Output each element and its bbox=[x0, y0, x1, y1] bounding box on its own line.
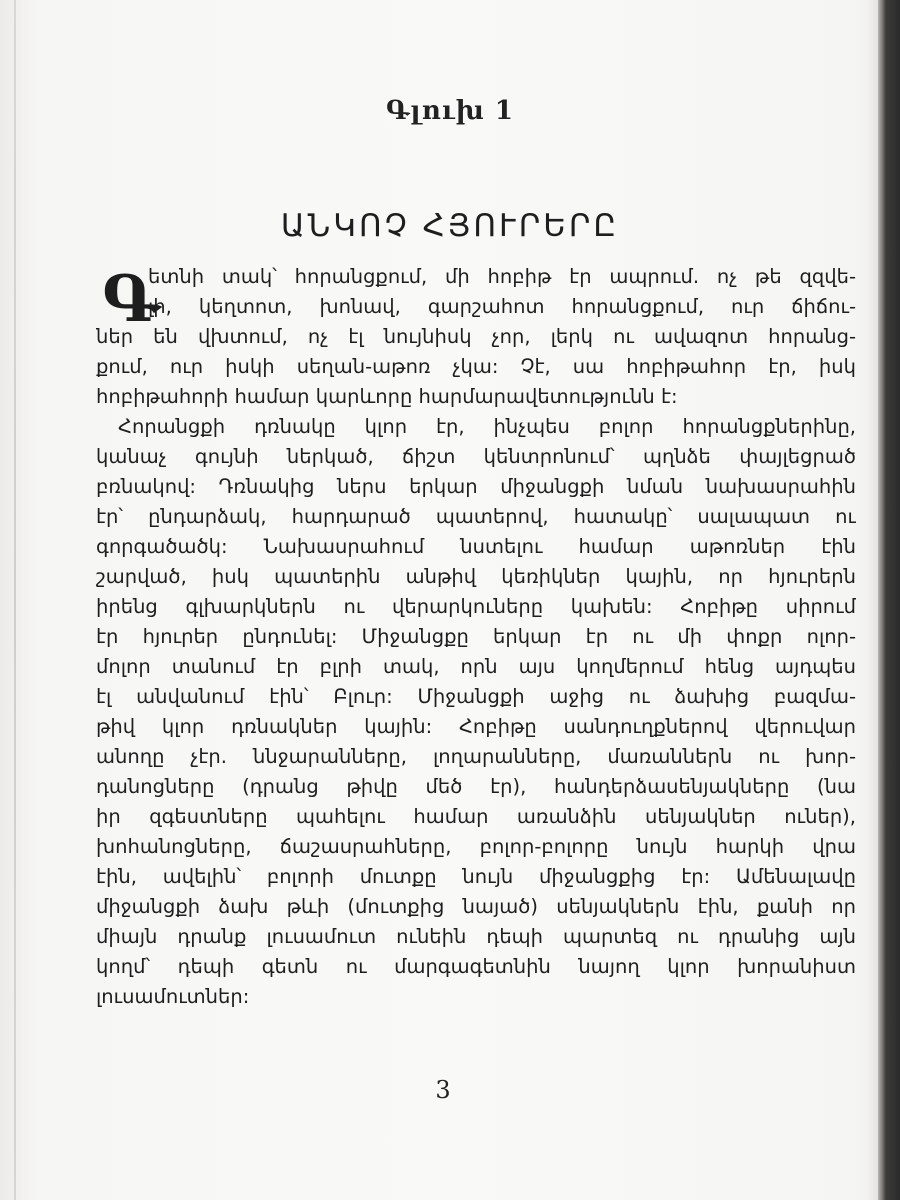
chapter-body bbox=[96, 262, 856, 1012]
text-line: լուսամուտներ: bbox=[96, 985, 250, 1008]
chapter-heading: Գլուխ 1 bbox=[385, 96, 514, 126]
text-line: շարված, իսկ պատերին անթիվ կեռիկներ կային, որ հյուրերն bbox=[96, 565, 856, 588]
text-line: իրենց գլխարկներն ու վերարկուները կախեն: Հոբիթը սիրում bbox=[96, 595, 856, 618]
text-line: էր՝ ընդարձակ, հարդարած պատերով, հատակը՝ սալապատ ու bbox=[96, 505, 856, 528]
text-line: դանոցները (դրանց թիվը մեծ էր), հանդերձասենյակները (նա bbox=[96, 775, 856, 798]
text-line: միջանցքի ձախ թևի (մուտքից նայած) սենյակներն էին, քանի որ bbox=[96, 895, 856, 918]
text-line: կողմ՝ դեպի գետն ու մարգագետնին նայող կլոր խորանիստ bbox=[96, 955, 856, 978]
text-line: էին, ավելին՝ բոլորի մուտքը նույն միջանցքից էր: Ամենալավը bbox=[96, 865, 856, 888]
text-line: խոհանոցները, ճաշասրահները, բոլոր-բոլորը նույն հարկի վրա bbox=[96, 835, 856, 858]
page-right-shadow bbox=[866, 0, 878, 1200]
text-line: Հորանցքի դռնակը կլոր էր, ինչպես բոլոր հորանցքներինը, bbox=[118, 415, 856, 438]
text-line: գորգածածկ: Նախասրահում նստելու համար աթոռներ էին bbox=[96, 535, 856, 558]
text-line: լի, կեղտոտ, խոնավ, գարշահոտ հորանցքում, ուր ճիճու- bbox=[148, 295, 856, 318]
page-number: 3 bbox=[435, 1076, 451, 1104]
text-line: միայն դրանք լուսամուտ ունեին դեպի պարտեզ ու դրանից այն bbox=[96, 925, 856, 948]
text-line: իր զգեստները պահելու համար առանձին սենյակներ ուներ), bbox=[96, 805, 856, 828]
text-line: կանաչ գույնի ներկած, ճիշտ կենտրոնում՝ պղնձե փայլեցրած bbox=[96, 445, 856, 468]
text-line: թիվ կլոր դռնակներ կային: Հոբիթը սանդուղքներով վերուվար bbox=[96, 715, 856, 738]
text-line: ետնի տակ՝ հորանցքում, մի հոբիթ էր ապրում. ոչ թե զզվե- bbox=[148, 265, 856, 288]
text-line: էլ անվանում էին՝ Բլուր: Միջանցքի աջից ու ձախից բազմա- bbox=[96, 685, 856, 708]
text-line: քում, ուր իսկի սեղան-աթոռ չկա: Չէ, սա հոբիթահոր էր, իսկ bbox=[96, 355, 856, 378]
book-cover-edge bbox=[878, 0, 900, 1200]
page-left-edge bbox=[14, 0, 16, 1200]
text-line: անողը չէր. ննջարանները, լողարանները, մառաններն ու խոր- bbox=[96, 745, 856, 768]
text-line: բռնակով: Դռնակից ներս երկար միջանցքի նման նախասրահին bbox=[96, 475, 856, 498]
text-line: հոբիթահորի համար կարևորը հարմարավետությունն է: bbox=[96, 385, 678, 408]
text-line: ներ են վխտում, ոչ էլ նույնիսկ չոր, լերկ ու ավազոտ հորանց- bbox=[96, 325, 856, 348]
paragraph-1 bbox=[96, 262, 856, 412]
drop-cap: Գ bbox=[102, 262, 160, 337]
chapter-title: ԱՆԿՈՉ ՀՅՈՒՐԵՐԸ bbox=[280, 208, 620, 244]
text-line: մոլոր տանում էր բլրի տակ, որն այս կողմերում հենց այդպես bbox=[96, 655, 856, 678]
text-line: էր հյուրեր ընդունել: Միջանցքը երկար էր ու մի փոքր ոլոր- bbox=[96, 625, 856, 648]
paragraph-2 bbox=[96, 412, 856, 1012]
